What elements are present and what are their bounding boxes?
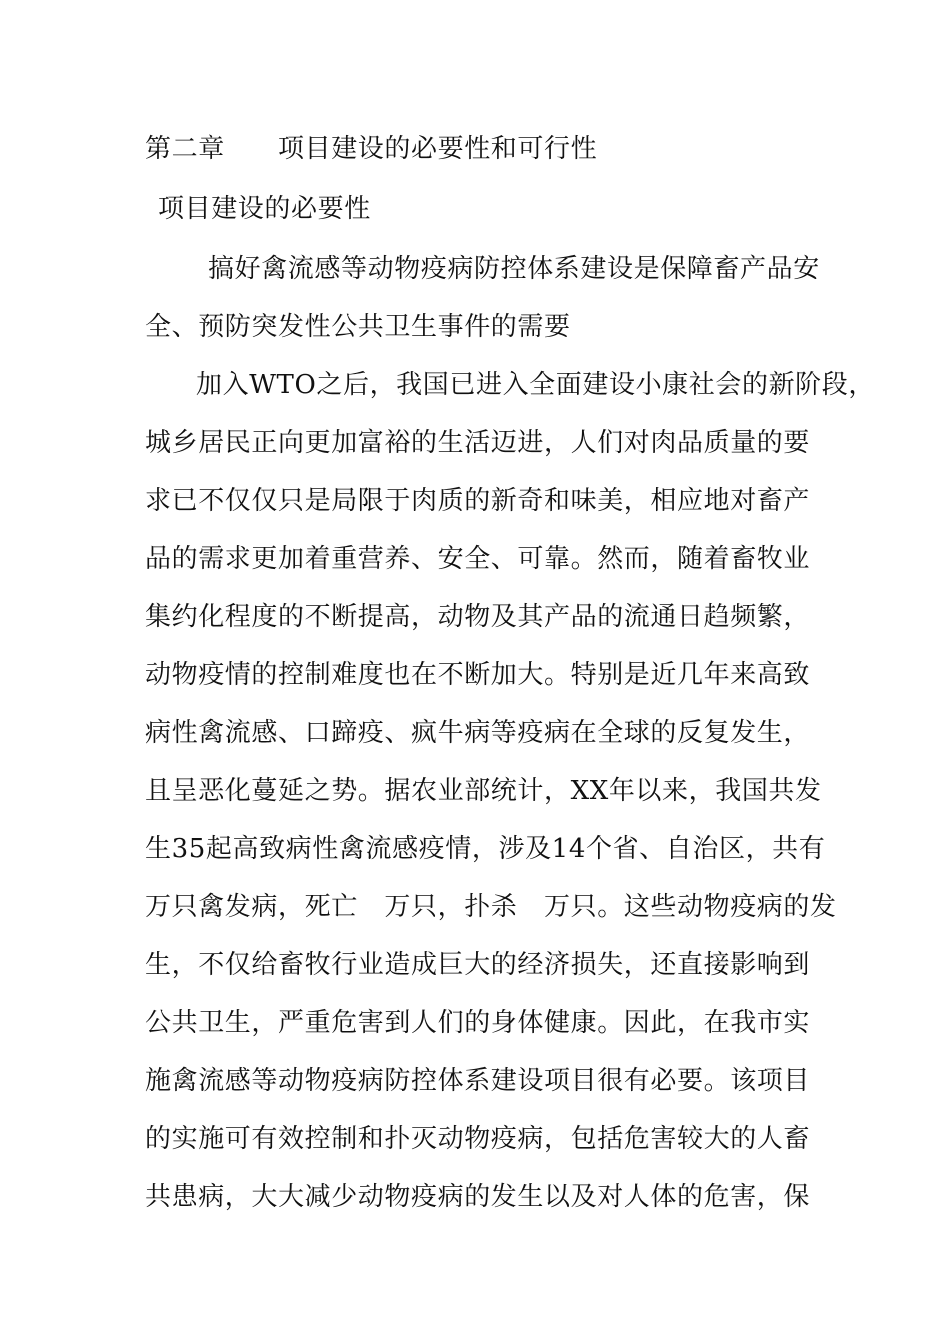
body-line: 品的需求更加着重营养、安全、可靠。然而，随着畜牧业: [145, 544, 811, 574]
subheading-line: 全、预防突发性公共卫生事件的需要: [145, 312, 571, 342]
body-line: 加入WTO之后，我国已进入全面建设小康社会的新阶段，: [196, 370, 875, 400]
chapter-title: 第二章 项目建设的必要性和可行性: [145, 134, 598, 164]
body-line: 动物疫情的控制难度也在不断加大。特别是近几年来高致: [145, 660, 811, 690]
body-line: 病性禽流感、口蹄疫、疯牛病等疫病在全球的反复发生，: [145, 718, 811, 748]
subheading-line: 搞好禽流感等动物疫病防控体系建设是保障畜产品安: [208, 254, 820, 284]
body-line: 的实施可有效控制和扑灭动物疫病，包括危害较大的人畜: [145, 1124, 811, 1154]
body-line: 万只禽发病，死亡 万只，扑杀 万只。这些动物疫病的发: [145, 892, 837, 922]
body-line: 生，不仅给畜牧行业造成巨大的经济损失，还直接影响到: [145, 950, 811, 980]
body-line: 且呈恶化蔓延之势。据农业部统计，XX年以来，我国共发: [145, 776, 822, 806]
body-line: 生35起高致病性禽流感疫情，涉及14个省、自治区，共有: [145, 834, 826, 864]
section-title: 项目建设的必要性: [158, 194, 371, 224]
body-line: 集约化程度的不断提高，动物及其产品的流通日趋频繁，: [145, 602, 811, 632]
body-line: 施禽流感等动物疫病防控体系建设项目很有必要。该项目: [145, 1066, 811, 1096]
body-line: 共患病，大大减少动物疫病的发生以及对人体的危害，保: [145, 1182, 811, 1212]
body-line: 公共卫生，严重危害到人们的身体健康。因此，在我市实: [145, 1008, 811, 1038]
body-line: 城乡居民正向更加富裕的生活迈进，人们对肉品质量的要: [145, 428, 811, 458]
body-line: 求已不仅仅只是局限于肉质的新奇和味美，相应地对畜产: [145, 486, 811, 516]
